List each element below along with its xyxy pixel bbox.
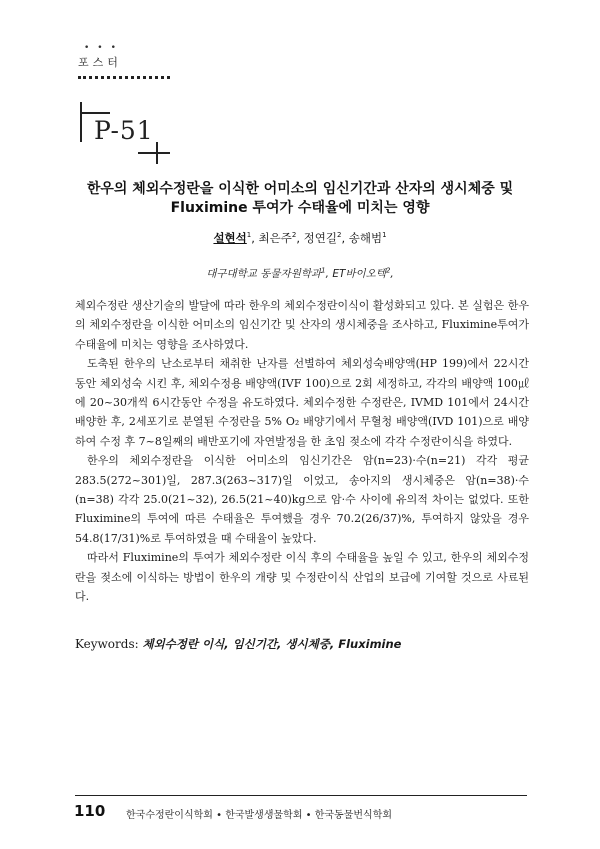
title-line-2: Fluximine 투여가 수태율에 미치는 영향: [170, 200, 430, 216]
crop-mark: [138, 152, 170, 154]
affiliation-sup: 1: [321, 266, 326, 275]
author-sup: 2: [291, 231, 297, 240]
affiliation: 대구대학교 동물자원학과: [206, 268, 322, 280]
author-sup: 1: [246, 231, 252, 240]
author-sup: 1: [382, 231, 387, 240]
section-dotted-rule: [78, 76, 170, 79]
abstract: [75, 296, 529, 607]
section-label: [78, 44, 168, 79]
crop-mark: [80, 112, 110, 114]
keywords-terms: 체외수정란 이식, 임신기간, 생시체중, Fluximine: [142, 637, 402, 651]
abstract-paragraph: 체외수정란 생산기술의 발달에 따라 한우의 체외수정란이식이 활성화되고 있다. 본 실험은 한우의 체외수정란을 이식한 어미소의 임신기간 및 산자의 생시체중을 조사하고, Fluximine투여가 수태율에 미치는 영향을 조사하였다.: [75, 299, 529, 351]
crop-mark: [80, 102, 82, 142]
title-line-1: 한우의 체외수정란을 이식한 어미소의 임신기간과 산자의 생시체중 및: [86, 181, 514, 197]
author-name: 최은주: [258, 231, 292, 245]
author-sup: 2: [336, 231, 342, 240]
page-number: 110: [74, 802, 106, 820]
author-name: 송해범: [348, 231, 383, 245]
keywords-label: Keywords:: [75, 637, 139, 651]
footer-rule: [75, 795, 527, 796]
poster-id: P-51: [94, 116, 154, 145]
abstract-paragraph: 도축된 한우의 난소로부터 채취한 난자를 선별하여 체외성숙배양액(HP 199)에서 22시간 동안 체외성숙 시킨 후, 체외수정용 배양액(IVF 100)으로 2회 세정하고, 각각의 배양액 100㎕에 20~30개씩 6시간동안 수정을 유도하였다. 체외수정한 수정란은, IVMD 101에서 24시간 배양한 후, 2세포기로 분열된 수정란을 5% O₂ 배양기에서 무혈청 배양액(IVD 101)으로 배양하여 수정 후 7~8일째의 배반포기에 자연발정을 한 초임 젖소에 각각 수정란이식을 하였다.: [75, 357, 529, 448]
author-list: 설현석$^1$, 최은주$^2$, 정연길$^2$, 송해범$^1$: [213, 231, 387, 245]
section-label-text: 포스터: [78, 56, 122, 69]
affiliation-sup: 2: [385, 266, 391, 275]
abstract-paragraph: 한우의 체외수정란을 이식한 어미소의 임신기간은 암(n=23)·수(n=21) 각각 평균 283.5(272~301)일, 287.3(263~317)일 이었고, 송아지의 생시체중은 암(n=38)·수(n=38) 각각 25.0(21~32), 26.5(21~40)kg으로 암·수 사이에 유의적 차이는 없었다. 또한 Fluximine의 투여에 따른 수태율은 투여했을 경우 70.2(26/37)%, 투여하지 않았을 경우 54.8(17/31)%로 투여하였을 때 수태율이 높았다.: [75, 454, 529, 545]
author-name: 정연길: [303, 231, 337, 245]
abstract-paragraph: 따라서 Fluximine의 투여가 체외수정란 이식 후의 수태율을 높일 수 있고, 한우의 체외수정란을 젖소에 이식하는 방법이 한우의 개량 및 수정란이식 산업의 보급에 기여할 것으로 사료된다.: [75, 551, 529, 604]
author-name: 설현석: [213, 231, 247, 245]
poster-id-box: [78, 102, 178, 164]
affiliation-list: 대구대학교 동물자원학과$^1$, ET바이오텍$^2$,: [206, 266, 394, 280]
keywords: [75, 636, 401, 652]
section-dots: •••: [84, 43, 124, 53]
affiliation: ET바이오텍: [332, 268, 386, 280]
footer-societies: 한국수정란이식학회 • 한국발생생물학회 • 한국동물번식학회: [126, 810, 393, 821]
